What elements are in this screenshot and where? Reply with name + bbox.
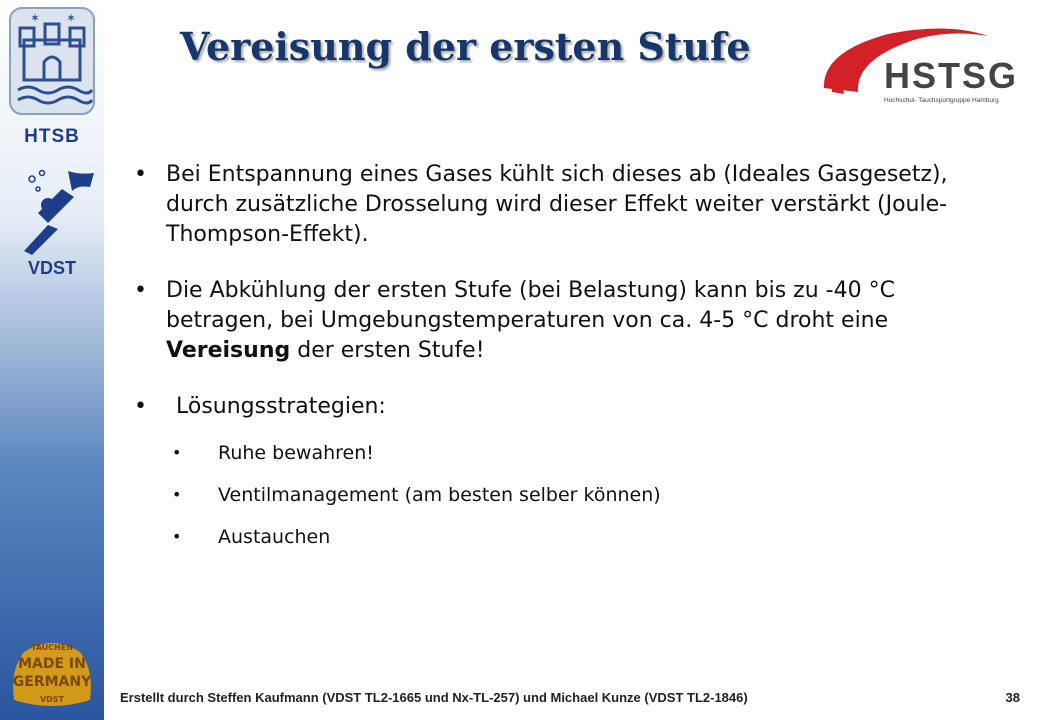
slide-title: Vereisung der ersten Stufe	[180, 24, 751, 69]
sidebar	[0, 0, 104, 720]
made-in-germany-badge-icon	[4, 630, 100, 714]
badge-line-1: TAUCHEN	[30, 643, 74, 652]
footer-credit: Erstellt durch Steffen Kaufmann (VDST TL2-1665 und Nx-TL-257) und Michael Kunze (VDST TL2-1846)	[120, 690, 748, 705]
bullet-text-before: Die Abkühlung der ersten Stufe (bei Belastung) kann bis zu -40 °C betragen, bei Umgebungstemperaturen von ca. 4-5 °C droht eine	[166, 278, 895, 333]
badge-line-2: MADE IN	[18, 656, 86, 672]
svg-text:✶: ✶	[66, 11, 77, 25]
htsb-logo-text: HTSB	[24, 126, 80, 147]
htsb-crest-icon	[8, 6, 96, 116]
sub-bullet-item	[134, 524, 984, 550]
bullet-item	[134, 276, 984, 366]
sub-bullet-text: Austauchen	[218, 526, 331, 548]
bullet-text-after: der ersten Stufe!	[290, 338, 485, 363]
bullet-text: Lösungsstrategien:	[176, 394, 386, 419]
sub-bullet-text: Ruhe bewahren!	[218, 442, 374, 464]
diver-icon	[18, 165, 98, 257]
page-number: 38	[1005, 690, 1020, 705]
bullet-marker: •	[134, 394, 147, 419]
bullet-marker: •	[134, 162, 147, 187]
bullet-item	[134, 392, 984, 422]
svg-text:✶: ✶	[30, 11, 41, 25]
sub-bullet-item	[134, 482, 984, 508]
badge-line-4: VDST	[39, 695, 65, 704]
vdst-label: VDST	[27, 258, 76, 278]
sub-bullet-marker: •	[172, 485, 182, 504]
bullet-marker: •	[134, 278, 147, 303]
sub-bullet-text: Ventilmanagement (am besten selber können)	[218, 484, 661, 506]
sub-bullet-item	[134, 440, 984, 466]
slide-content	[134, 160, 984, 566]
bullet-item	[134, 160, 984, 250]
sub-bullet-marker: •	[172, 527, 182, 546]
hstsg-wordmark: HSTSG	[884, 55, 1019, 96]
hstsg-logo	[818, 22, 1026, 108]
bullet-emphasis: Vereisung	[166, 338, 291, 363]
sub-bullet-marker: •	[172, 443, 182, 462]
bullet-text: Bei Entspannung eines Gases kühlt sich dieses ab (Ideales Gasgesetz), durch zusätzliche Drosselung wird dieser Effekt weiter verstärkt (Joule-Thompson-Effekt).	[166, 162, 948, 247]
hstsg-subtitle: Hochschul- Tauchsportgruppe Hamburg	[884, 97, 999, 104]
badge-line-3: GERMANY	[12, 674, 92, 690]
